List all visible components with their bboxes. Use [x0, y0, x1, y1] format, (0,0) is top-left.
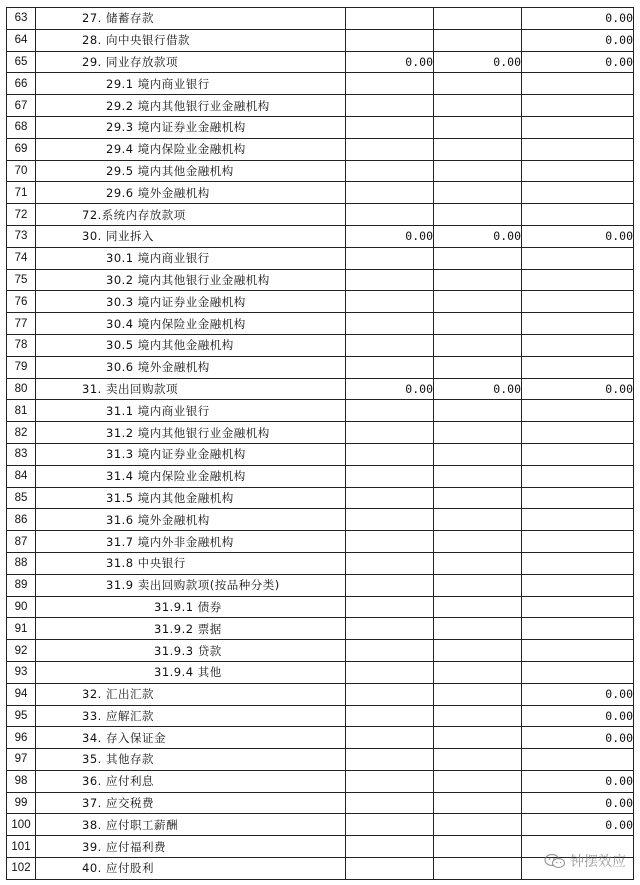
value-col-3 [522, 356, 634, 378]
table-row [7, 727, 634, 749]
item-name: 30.6 境外金融机构 [36, 356, 346, 378]
value-col-1 [346, 509, 434, 531]
row-number: 81 [7, 400, 36, 422]
table-row [7, 204, 634, 226]
value-col-3 [522, 509, 634, 531]
value-col-2 [434, 836, 522, 858]
value-col-1: 0.00 [346, 378, 434, 400]
value-col-2 [434, 356, 522, 378]
value-col-1 [346, 29, 434, 51]
value-col-2 [434, 8, 522, 30]
value-col-2 [434, 749, 522, 771]
item-name: 39. 应付福利费 [36, 836, 346, 858]
value-col-1: 0.00 [346, 51, 434, 73]
table-row [7, 269, 634, 291]
value-col-1 [346, 138, 434, 160]
row-number: 85 [7, 487, 36, 509]
table-row [7, 640, 634, 662]
item-name: 31. 卖出回购款项 [36, 378, 346, 400]
item-name: 36. 应付利息 [36, 770, 346, 792]
value-col-3 [522, 313, 634, 335]
item-name: 29.6 境外金融机构 [36, 182, 346, 204]
table-row [7, 749, 634, 771]
value-col-2 [434, 400, 522, 422]
row-number: 71 [7, 182, 36, 204]
table-row [7, 574, 634, 596]
value-col-1 [346, 487, 434, 509]
row-number: 72 [7, 204, 36, 226]
value-col-2: 0.00 [434, 225, 522, 247]
value-col-3 [522, 531, 634, 553]
item-name: 34. 存入保证金 [36, 727, 346, 749]
value-col-1 [346, 661, 434, 683]
value-col-1 [346, 683, 434, 705]
row-number: 95 [7, 705, 36, 727]
table-row [7, 138, 634, 160]
value-col-3 [522, 95, 634, 117]
value-col-2 [434, 770, 522, 792]
table-row [7, 8, 634, 30]
table-row [7, 792, 634, 814]
value-col-2 [434, 313, 522, 335]
row-number: 77 [7, 313, 36, 335]
value-col-3: 0.00 [522, 705, 634, 727]
value-col-1 [346, 160, 434, 182]
value-col-1 [346, 836, 434, 858]
row-number: 66 [7, 73, 36, 95]
value-col-3 [522, 269, 634, 291]
row-number: 97 [7, 749, 36, 771]
value-col-1 [346, 531, 434, 553]
row-number: 100 [7, 814, 36, 836]
item-name: 30.3 境内证券业金融机构 [36, 291, 346, 313]
item-name: 29.1 境内商业银行 [36, 73, 346, 95]
value-col-2 [434, 422, 522, 444]
row-number: 80 [7, 378, 36, 400]
value-col-1 [346, 247, 434, 269]
table-row [7, 247, 634, 269]
value-col-2 [434, 160, 522, 182]
item-name: 30.1 境内商业银行 [36, 247, 346, 269]
value-col-2 [434, 509, 522, 531]
value-col-3: 0.00 [522, 770, 634, 792]
table-row [7, 552, 634, 574]
table-row [7, 509, 634, 531]
value-col-2 [434, 204, 522, 226]
watermark-text: 钟摆效应 [570, 854, 626, 870]
value-col-2 [434, 334, 522, 356]
value-col-1 [346, 770, 434, 792]
value-col-1 [346, 400, 434, 422]
value-col-2 [434, 182, 522, 204]
value-col-1 [346, 356, 434, 378]
table-row [7, 661, 634, 683]
row-number: 91 [7, 618, 36, 640]
item-name: 29.2 境内其他银行业金融机构 [36, 95, 346, 117]
value-col-2 [434, 487, 522, 509]
table-row [7, 770, 634, 792]
value-col-2: 0.00 [434, 51, 522, 73]
item-name: 29. 同业存放款项 [36, 51, 346, 73]
value-col-1 [346, 640, 434, 662]
row-number: 64 [7, 29, 36, 51]
value-col-2 [434, 814, 522, 836]
row-number: 70 [7, 160, 36, 182]
value-col-1 [346, 8, 434, 30]
table-row [7, 531, 634, 553]
item-name: 29.4 境内保险业金融机构 [36, 138, 346, 160]
item-name: 31.9.4 其他 [36, 661, 346, 683]
item-name: 31.4 境内保险业金融机构 [36, 465, 346, 487]
value-col-2 [434, 29, 522, 51]
row-number: 75 [7, 269, 36, 291]
value-col-1 [346, 73, 434, 95]
item-name: 29.3 境内证券业金融机构 [36, 116, 346, 138]
row-number: 78 [7, 334, 36, 356]
table-row [7, 443, 634, 465]
item-name: 31.3 境内证券业金融机构 [36, 443, 346, 465]
row-number: 63 [7, 8, 36, 30]
row-number: 82 [7, 422, 36, 444]
item-name: 27. 储蓄存款 [36, 8, 346, 30]
row-number: 92 [7, 640, 36, 662]
table-row [7, 487, 634, 509]
row-number: 69 [7, 138, 36, 160]
row-number: 67 [7, 95, 36, 117]
value-col-2 [434, 531, 522, 553]
value-col-2: 0.00 [434, 378, 522, 400]
value-col-2 [434, 443, 522, 465]
table-row [7, 814, 634, 836]
value-col-2 [434, 291, 522, 313]
value-col-1 [346, 792, 434, 814]
item-name: 31.5 境内其他金融机构 [36, 487, 346, 509]
item-name: 31.9.3 贷款 [36, 640, 346, 662]
row-number: 99 [7, 792, 36, 814]
value-col-3: 0.00 [522, 8, 634, 30]
row-number: 86 [7, 509, 36, 531]
value-col-1 [346, 574, 434, 596]
value-col-1 [346, 727, 434, 749]
item-name: 28. 向中央银行借款 [36, 29, 346, 51]
value-col-2 [434, 661, 522, 683]
value-col-3 [522, 661, 634, 683]
value-col-2 [434, 792, 522, 814]
value-col-3 [522, 443, 634, 465]
value-col-1 [346, 618, 434, 640]
item-name: 31.1 境内商业银行 [36, 400, 346, 422]
table-row [7, 618, 634, 640]
table-row [7, 836, 634, 858]
value-col-3: 0.00 [522, 29, 634, 51]
wechat-icon [544, 853, 566, 869]
table-row [7, 291, 634, 313]
value-col-2 [434, 73, 522, 95]
row-number: 90 [7, 596, 36, 618]
value-col-2 [434, 705, 522, 727]
value-col-3 [522, 422, 634, 444]
value-col-3 [522, 487, 634, 509]
value-col-1: 0.00 [346, 225, 434, 247]
value-col-2 [434, 269, 522, 291]
table-row [7, 95, 634, 117]
value-col-2 [434, 574, 522, 596]
table-row [7, 465, 634, 487]
table-row [7, 225, 634, 247]
table-row [7, 400, 634, 422]
value-col-1 [346, 182, 434, 204]
row-number: 98 [7, 770, 36, 792]
value-col-3 [522, 160, 634, 182]
value-col-3 [522, 465, 634, 487]
balance-sheet-table [6, 7, 634, 880]
table-row [7, 160, 634, 182]
item-name: 31.9 卖出回购款项(按品种分类) [36, 574, 346, 596]
row-number: 101 [7, 836, 36, 858]
value-col-2 [434, 858, 522, 880]
value-col-1 [346, 204, 434, 226]
value-col-3: 0.00 [522, 225, 634, 247]
table-row [7, 73, 634, 95]
value-col-3: 0.00 [522, 51, 634, 73]
value-col-2 [434, 95, 522, 117]
value-col-1 [346, 596, 434, 618]
value-col-1 [346, 443, 434, 465]
value-col-3: 0.00 [522, 727, 634, 749]
item-name: 30.2 境内其他银行业金融机构 [36, 269, 346, 291]
value-col-2 [434, 138, 522, 160]
row-number: 83 [7, 443, 36, 465]
value-col-3 [522, 596, 634, 618]
value-col-1 [346, 269, 434, 291]
value-col-3: 0.00 [522, 378, 634, 400]
row-number: 65 [7, 51, 36, 73]
item-name: 31.2 境内其他银行业金融机构 [36, 422, 346, 444]
row-number: 79 [7, 356, 36, 378]
item-name: 30.5 境内其他金融机构 [36, 334, 346, 356]
table-row [7, 705, 634, 727]
watermark [544, 851, 626, 871]
value-col-2 [434, 618, 522, 640]
value-col-1 [346, 552, 434, 574]
table-row [7, 116, 634, 138]
value-col-2 [434, 727, 522, 749]
value-col-3 [522, 291, 634, 313]
value-col-2 [434, 465, 522, 487]
item-name: 35. 其他存款 [36, 749, 346, 771]
value-col-3 [522, 400, 634, 422]
value-col-1 [346, 95, 434, 117]
item-name: 31.9.2 票据 [36, 618, 346, 640]
value-col-3 [522, 749, 634, 771]
value-col-3 [522, 138, 634, 160]
item-name: 32. 汇出汇款 [36, 683, 346, 705]
value-col-3 [522, 182, 634, 204]
row-number: 102 [7, 858, 36, 880]
value-col-1 [346, 814, 434, 836]
row-number: 87 [7, 531, 36, 553]
row-number: 89 [7, 574, 36, 596]
table-row [7, 858, 634, 880]
table-row [7, 683, 634, 705]
item-name: 31.9.1 债券 [36, 596, 346, 618]
table-row [7, 356, 634, 378]
value-col-1 [346, 116, 434, 138]
value-col-3 [522, 574, 634, 596]
item-name: 31.7 境内外非金融机构 [36, 531, 346, 553]
value-col-2 [434, 552, 522, 574]
row-number: 74 [7, 247, 36, 269]
table-row [7, 182, 634, 204]
item-name: 38. 应付职工薪酬 [36, 814, 346, 836]
value-col-2 [434, 640, 522, 662]
value-col-3: 0.00 [522, 683, 634, 705]
row-number: 73 [7, 225, 36, 247]
item-name: 30. 同业拆入 [36, 225, 346, 247]
table-row [7, 378, 634, 400]
value-col-3 [522, 247, 634, 269]
item-name: 29.5 境内其他金融机构 [36, 160, 346, 182]
value-col-1 [346, 334, 434, 356]
row-number: 93 [7, 661, 36, 683]
table-row [7, 313, 634, 335]
value-col-1 [346, 749, 434, 771]
value-col-3 [522, 334, 634, 356]
value-col-1 [346, 422, 434, 444]
item-name: 40. 应付股利 [36, 858, 346, 880]
row-number: 76 [7, 291, 36, 313]
table-row [7, 596, 634, 618]
item-name: 72.系统内存放款项 [36, 204, 346, 226]
value-col-1 [346, 291, 434, 313]
value-col-2 [434, 116, 522, 138]
table-row [7, 334, 634, 356]
item-name: 33. 应解汇款 [36, 705, 346, 727]
row-number: 94 [7, 683, 36, 705]
item-name: 30.4 境内保险业金融机构 [36, 313, 346, 335]
table-row [7, 51, 634, 73]
row-number: 84 [7, 465, 36, 487]
item-name: 31.8 中央银行 [36, 552, 346, 574]
value-col-3 [522, 618, 634, 640]
row-number: 68 [7, 116, 36, 138]
value-col-3: 0.00 [522, 814, 634, 836]
value-col-2 [434, 247, 522, 269]
value-col-3 [522, 552, 634, 574]
table-body [7, 8, 634, 880]
row-number: 96 [7, 727, 36, 749]
value-col-3: 0.00 [522, 792, 634, 814]
value-col-1 [346, 465, 434, 487]
table-row [7, 29, 634, 51]
row-number: 88 [7, 552, 36, 574]
value-col-3 [522, 640, 634, 662]
value-col-3 [522, 73, 634, 95]
item-name: 37. 应交税费 [36, 792, 346, 814]
value-col-1 [346, 705, 434, 727]
table-row [7, 422, 634, 444]
value-col-3 [522, 204, 634, 226]
value-col-3 [522, 116, 634, 138]
value-col-2 [434, 683, 522, 705]
value-col-1 [346, 858, 434, 880]
value-col-1 [346, 313, 434, 335]
item-name: 31.6 境外金融机构 [36, 509, 346, 531]
value-col-2 [434, 596, 522, 618]
